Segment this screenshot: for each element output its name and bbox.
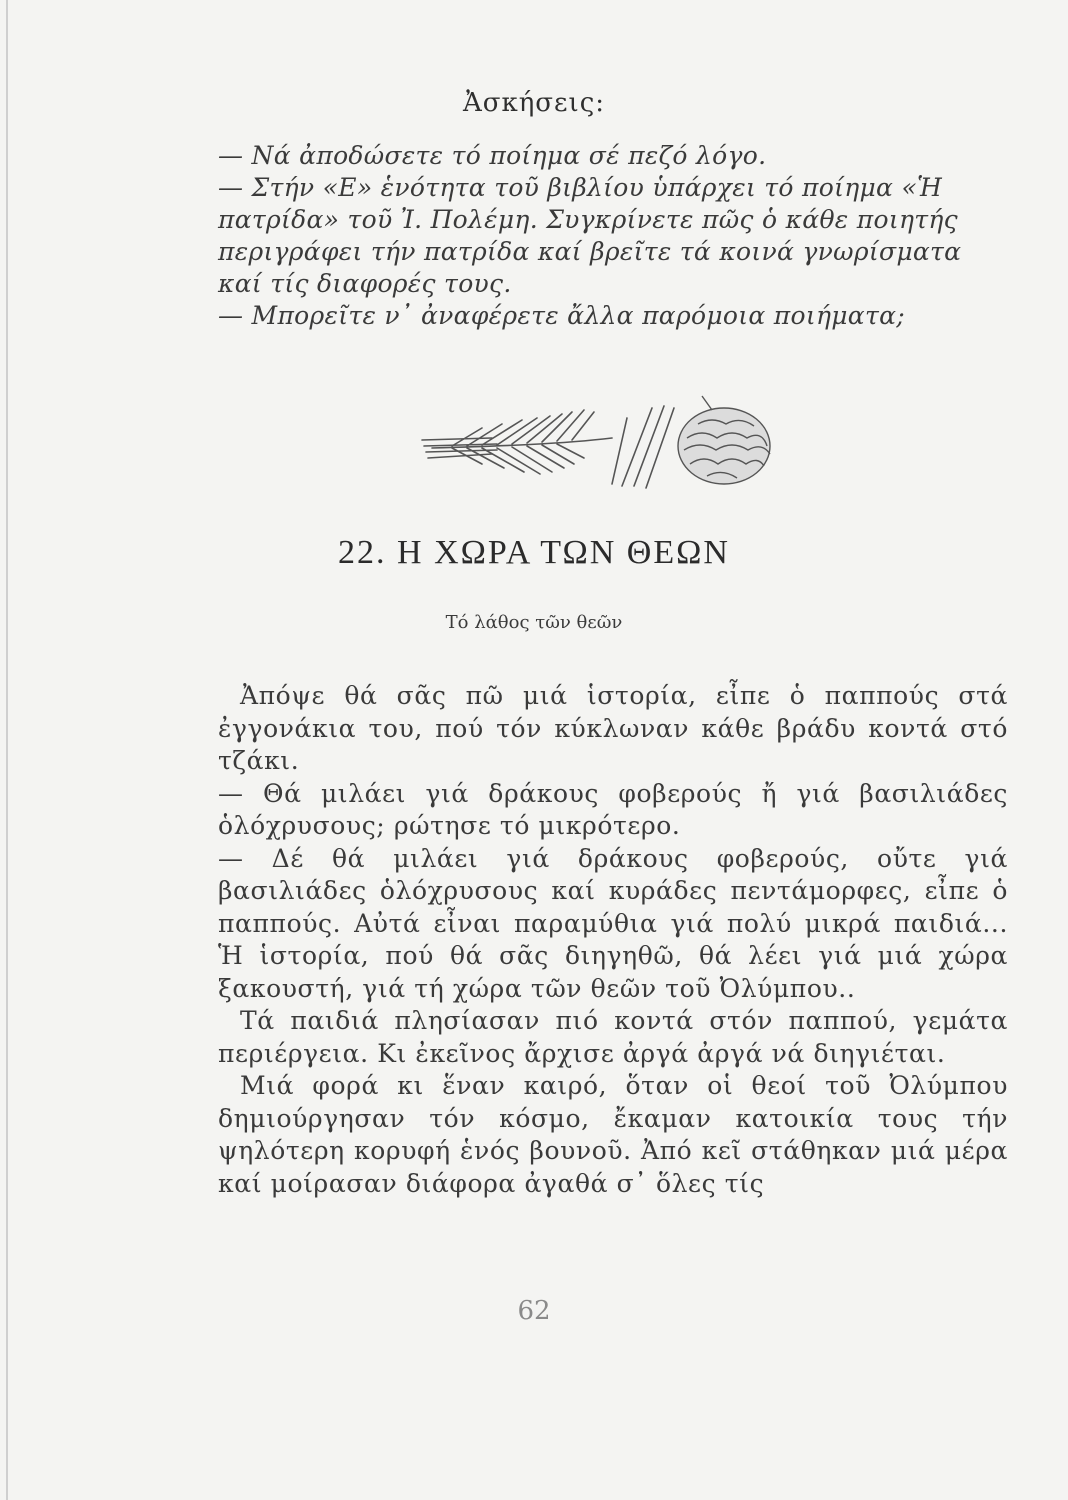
story-paragraph: Ἀπόψε θά σᾶς πῶ μιά ἱστορία, εἶπε ὁ παππούς στά ἐγγονάκια του, πού τόν κύκλωναν κάθε βράδυ κοντά στό τζάκι.	[218, 681, 1008, 775]
story-paragraph: Τά παιδιά πλησίασαν πιό κοντά στόν παππού, γεμάτα περιέργεια. Κι ἐκεῖνος ἄρχισε ἀργά ἀργά νά διηγιέται.	[218, 1006, 1008, 1068]
exercise-item: — Μπορεῖτε ν᾿ ἀναφέρετε ἄλλα παρόμοια ποιήματα;	[218, 301, 905, 330]
story-paragraph: — Θά μιλάει γιά δράκους φοβερούς ἤ γιά βασιλιάδες ὁλόχρυσους; ρώτησε τό μικρότερο.	[218, 778, 1008, 840]
story-text	[218, 680, 1008, 1200]
story-paragraph: Μιά φορά κι ἕναν καιρό, ὅταν οἱ θεοί τοῦ Ὀλύμπου δημιούργησαν τόν κόσμο, ἔκαμαν κατοικία τους τήν ψηλότερη κορυφή ἑνός βουνοῦ. Ἀπό κεῖ στάθηκαν μιά μέρα καί μοίρασαν διάφορα ἀγαθά σ᾿ ὅλες τίς	[218, 1071, 1008, 1198]
page-number: 62	[517, 1296, 551, 1326]
scan-edge-line	[6, 0, 8, 1500]
exercise-item: — Στήν «Ε» ἑνότητα τοῦ βιβλίου ὑπάρχει τό ποίημα «Ἡ πατρίδα» τοῦ Ἰ. Πολέμη. Συγκρίνετε πῶς ὁ κάθε ποιητής περιγράφει τήν πατρίδα καί βρεῖτε τά κοινά γνωρίσματα καί τίς διαφορές τους.	[218, 173, 962, 298]
exercise-item: — Νά ἀποδώσετε τό ποίημα σέ πεζό λόγο.	[218, 141, 767, 170]
story-paragraph: — Δέ θά μιλάει γιά δράκους φοβερούς, οὔτε γιά βασιλιάδες ὁλόχρυσους καί κυράδες πεντάμορφες, εἶπε ὁ παππούς. Αὐτά εἶναι παραμύθια γιά πολύ μικρά παιδιά... Ἡ ἱστορία, πού θά σᾶς διηγηθῶ, θά λέει γιά μιά χώρα ξακουστή, γιά τή χώρα τῶν θεῶν τοῦ Ὀλύμπου..	[218, 843, 1008, 1003]
pine-branch-and-cone-icon	[412, 388, 784, 492]
exercises-heading: Ἀσκήσεις:	[462, 88, 606, 118]
chapter-title: 22. Η ΧΩΡΑ ΤΩΝ ΘΕΩΝ	[338, 534, 730, 571]
exercises-list	[218, 140, 1008, 332]
chapter-subtitle: Τό λάθος τῶν θεῶν	[445, 612, 623, 633]
